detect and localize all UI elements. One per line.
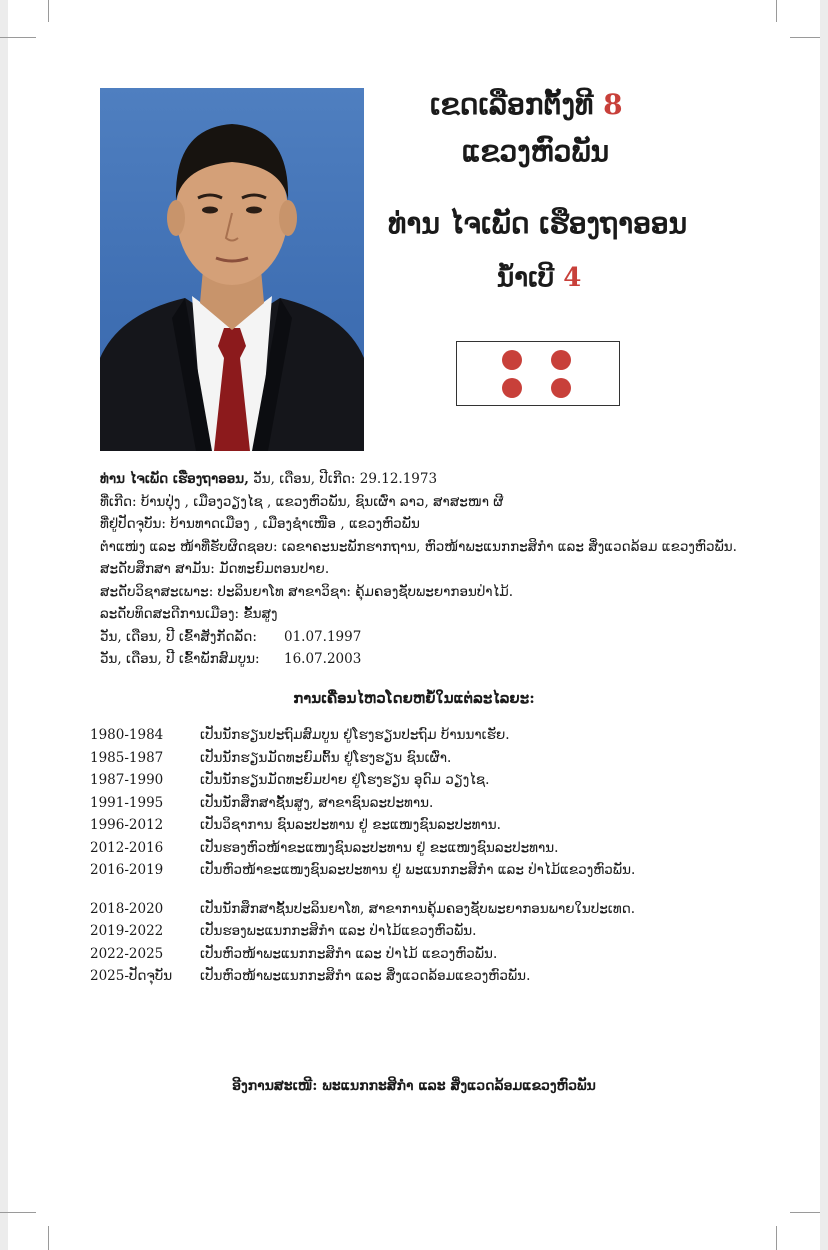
timeline-years: 2018-2020: [90, 900, 164, 917]
crop-mark: [790, 37, 820, 38]
timeline-desc: ເປັນຫົວໜ້າພະແນກກະສິກຳ ແລະ ສິ່ງແວດລ້ອມແຂວງຫົວພັນ.: [200, 968, 531, 984]
timeline-desc: ເປັນວິຊາການ ຊົນລະປະທານ ຢູ່ ຂະແໜງຊົນລະປະທານ.: [200, 817, 501, 833]
portrait-illustration: [100, 88, 364, 451]
timeline-desc: ເປັນນັກຮຽນມັດທະຍົມປາຍ ຢູ່ໂຮງຮຽນ ອຸດົມ ວຽງໄຊ.: [200, 772, 490, 788]
timeline-gap: [90, 882, 810, 898]
timeline-years: 2016-2019: [90, 862, 164, 878]
timeline-row: [90, 724, 810, 747]
timeline-desc: ເປັນຫົວໜ້າພະແນກກະສິກຳ ແລະ ປ່າໄມ້ ແຂວງຫົວພັນ.: [200, 945, 498, 962]
crop-mark: [48, 1226, 49, 1250]
career-section-title: ການເຄື່ອນໄຫວໂດຍຫຍໍ້ໃນແຕ່ລະໄລຍະ:: [293, 689, 535, 707]
constituency-title: [430, 88, 623, 121]
join-party-date: 16.07.2003: [284, 651, 362, 667]
join-party-label: ວັນ, ເດືອນ, ປີ ເຂົ້າພັກສົມບູນ:: [100, 651, 260, 667]
symbol-dot: [551, 378, 571, 398]
join-service-label: ວັນ, ເດືອນ, ປີ ເຂົ້າສັງກັດລັດ:: [100, 628, 257, 645]
timeline-years: 2022-2025: [90, 945, 164, 962]
symbol-dot: [502, 378, 522, 398]
timeline-years: 1996-2012: [90, 817, 164, 833]
info-general-education: ສະດັບສຶກສາ ສາມັນ: ມັດທະຍົມຕອນປາຍ.: [100, 561, 330, 577]
symbol-dot: [502, 350, 522, 370]
crop-mark: [776, 1226, 777, 1250]
crop-mark: [776, 0, 777, 22]
info-join-party-row: [100, 648, 800, 671]
candidate-photo: [100, 88, 364, 451]
timeline-row: [90, 837, 810, 860]
timeline-row: [90, 965, 810, 988]
candidate-number: 4: [563, 263, 582, 293]
constituency-number: 8: [603, 88, 623, 121]
symbol-dot: [551, 350, 571, 370]
timeline-years: 2025-ປັດຈຸບັນ: [90, 968, 173, 984]
province-title: ແຂວງຫົວພັນ: [462, 135, 610, 168]
crop-mark: [0, 37, 36, 38]
timeline-row: [90, 769, 810, 792]
timeline-desc: ເປັນນັກຮຽນມັດທະຍົມຕົ້ນ ຢູ່ໂຮງຮຽນ ຊົນເຜົ່າ.: [200, 749, 452, 766]
timeline-row: [90, 943, 810, 966]
timeline-row: [90, 920, 810, 943]
timeline-desc: ເປັນຫົວໜ້າຂະແໜງຊົນລະປະທານ ຢູ່ ພະແນກກະສິກຳ ແລະ ປ່າໄມ້ແຂວງຫົວພັນ.: [200, 862, 636, 878]
info-name-row: [100, 468, 800, 491]
proposed-by-footer: ອີງການສະເໜີ: ພະແນກກະສິກຳ ແລະ ສິ່ງແວດລ້ອມແຂວງຫົວພັນ: [232, 1078, 596, 1094]
timeline-desc: ເປັນນັກສຶກສາຊັ້ນສູງ, ສາຂາຊົນລະປະທານ.: [200, 794, 434, 811]
timeline-row: [90, 898, 810, 921]
info-position: ຕຳແໜ່ງ ແລະ ໜ້າທີ່ຮັບຜິດຊອບ: ເລຂາຄະນະພັກຮາກຖານ, ຫົວໜ້າພະແນກກະສິກຳ ແລະ ສິ່ງແວດລ້ອມ ແຂວງຫົວພັນ.: [100, 538, 737, 555]
crop-mark: [790, 1212, 820, 1213]
timeline-desc: ເປັນຮອງຫົວໜ້າຂະແໜງຊົນລະປະທານ ຢູ່ ຂະແໜງຊົນລະປະທານ.: [200, 839, 559, 856]
timeline-row: [90, 814, 810, 837]
candidate-name: ທ່ານ ໄຈເພັດ ເຮືອງຖາອອນ: [388, 207, 688, 240]
ballot-symbol: [456, 341, 620, 406]
timeline-desc: ເປັນຮອງພະແນກກະສິກຳ ແລະ ປ່າໄມ້ແຂວງຫົວພັນ.: [200, 923, 477, 939]
candidate-number-label: ນໍ້າເບີ: [497, 263, 555, 293]
crop-mark: [0, 1212, 36, 1213]
info-birthplace: ທີ່ເກີດ: ບ້ານປຸ່ງ , ເມືອງວຽງໄຊ , ແຂວງຫົວພັນ, ຊົນເຜົ່າ ລາວ, ສາສະໜາ ຜີ: [100, 493, 504, 510]
info-political-theory: ລະດັບທິດສະດີການເມືອງ: ຂັ້ນສູງ: [100, 606, 278, 622]
timeline-row: [90, 747, 810, 770]
timeline-years: 2019-2022: [90, 923, 164, 939]
personal-info: [100, 468, 800, 671]
timeline-years: 1980-1984: [90, 727, 164, 743]
info-birthdate: ວັນ, ເດືອນ, ປີເກີດ: 29.12.1973: [248, 471, 438, 487]
timeline-years: 1985-1987: [90, 749, 164, 766]
timeline-desc: ເປັນນັກສຶກສາຊັ້ນປະລິນຍາໂທ, ສາຂາການຄຸ້ມຄອງຊັບພະຍາກອນພາຍໃນປະເທດ.: [200, 900, 636, 917]
info-residence: ທີ່ຢູ່ປັດຈຸບັນ: ບ້ານທາດເມືອງ , ເມືອງຊຳເໜືອ , ແຂວງຫົວພັນ: [100, 516, 420, 532]
crop-mark: [48, 0, 49, 22]
timeline-row: [90, 859, 810, 882]
timeline-years: 1991-1995: [90, 794, 164, 811]
timeline-desc: ເປັນນັກຮຽນປະຖົມສົມບູນ ຢູ່ໂຮງຮຽນປະຖົມ ບ້ານນາເຮັຍ.: [200, 727, 510, 743]
info-specialized-education: ສະດັບວິຊາສະເພາະ: ປະລິນຍາໂທ ສາຂາວິຊາ: ຄຸ້ມຄອງຊັບພະຍາກອນປ່າໄມ້.: [100, 583, 513, 600]
info-name: ທ່ານ ໄຈເພັດ ເຮືອງຖາອອນ,: [100, 471, 249, 487]
timeline-row: [90, 792, 810, 815]
candidate-number-title: [497, 263, 581, 293]
career-timeline: [90, 724, 810, 988]
timeline-years: 1987-1990: [90, 772, 164, 788]
info-join-service-row: [100, 626, 800, 649]
join-service-date: 01.07.1997: [284, 628, 362, 645]
timeline-years: 2012-2016: [90, 839, 164, 856]
constituency-label: ເຂດເລືອກຕັ້ງທີ: [430, 88, 594, 121]
